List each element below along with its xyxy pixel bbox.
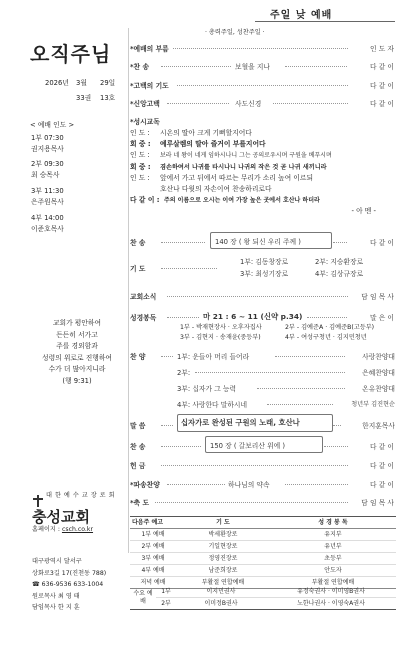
dotted-leader [173,48,348,49]
table-header: 기 도 [216,519,230,526]
dotted-leader [167,103,229,104]
verse-line: (행 9:31) [62,376,92,385]
dotted-leader [161,66,231,67]
dotted-leader [195,372,345,373]
table-row [130,565,396,577]
scripture-reference: 마 21 : 6 ~ 11 (신약 p.34) [203,312,303,321]
service-3-time: 11:30 [44,187,64,195]
dotted-leader [161,356,173,357]
service-4-label: 4부 [31,214,42,222]
senior-pastor: 담임목사 한 지 훈 [32,604,80,611]
dotted-leader [273,103,348,104]
date-day: 29일 [100,79,116,87]
address-line: 대구광역시 달서구 [32,558,82,565]
right-column [125,0,400,650]
creed-title: 사도신경 [235,100,262,108]
verse-line: 든든히 서가고 [56,330,98,339]
homepage-label: 홈페이지 : [32,526,60,533]
resp-amen: - 아 멘 - [351,207,376,216]
table-row [130,598,396,610]
hymn-1-label: *찬 송 [130,63,150,71]
dotted-leader [285,484,348,485]
choir-2-song: 2부: [177,369,191,377]
table-cell: 남준희장로 [208,567,238,574]
dotted-leader [167,317,199,318]
service-2-leader: 최 승목사 [31,171,60,179]
benediction-label: *축 도 [130,499,150,507]
table-cell: 2부 [161,600,171,607]
resp-who: 다 같 이 : [130,196,160,205]
table-cell: 1부 [161,588,171,595]
announcements-label: 교회소식 [130,293,157,301]
service-2-label: 2부 [31,160,42,168]
choir-4-name: 청년부 김진현순 [351,401,395,408]
table-cell: 초등부 [324,555,342,562]
dotted-leader [333,242,347,243]
service-title: 주일 낮 예배 [270,10,333,21]
service-subtitle: · 총력주일, 성찬주일 · [205,29,265,36]
table-cell: 노한나권사 · 이영숙A권사 [297,600,365,607]
choir-1-song: 1부: 운들아 머리 들어라 [177,353,250,361]
scripture-reader-4: 4부 - 여성구청년 · 김지민청년 [285,334,367,341]
resp-who: 인 도 : [130,151,150,160]
table-cell: 이미정B권사 [204,600,238,607]
sending-song-leader: 다 같 이 [369,481,394,489]
resp-text: 겸손하여서 나귀를 타시나니 나귀의 작은 것 곧 나귀 새끼니라 [160,163,327,171]
verse-line: 성령의 위로로 진행하여 [42,353,112,362]
main-title: 오직주님 [30,42,112,66]
table-cell: 부활절 연합예배 [311,579,355,586]
table-row [130,553,396,565]
dotted-leader [155,502,348,503]
dotted-leader [161,465,348,466]
scripture-leader: 말 은 이 [369,314,394,322]
scripture-reader-2: 2부 - 김예준A · 김예준B(고등부) [285,324,375,331]
prayer-4: 4부: 김상규장로 [315,270,364,278]
table-cell: 유정숙권사 · 이미영B권사 [297,588,365,595]
church-name: 충성교회 [32,508,90,526]
service-2-time: 09:30 [44,160,64,168]
choir-label: 찬 양 [130,353,146,361]
scripture-reader-3: 3부 - 김현지 · 송재윤(중등부) [180,334,261,341]
worship-leaders-heading: < 예배 인도 > [30,121,75,129]
creed-leader: 다 같 이 [369,100,394,108]
dotted-leader [167,296,348,297]
dotted-leader [257,388,345,389]
table-header: 다음주 예고 [132,519,164,526]
scripture-reader-1: 1부 - 박재현장사 · 오후자집사 [180,324,262,331]
vol-label: 33권 [76,94,92,102]
homepage-link[interactable]: csch.co.kr [61,526,94,533]
responsive-reading [130,128,398,218]
sermon-title: 십자가로 완성된 구원의 노래, 호산나 [181,418,300,427]
dotted-leader [307,317,347,318]
denomination: 대 한 예 수 교 장 로 회 [46,492,116,499]
wednesday-table [130,586,396,610]
date-month: 3월 [76,79,87,87]
dotted-leader [161,446,201,447]
table-cell: 저녁 예배 [140,579,166,586]
church-logo-icon [32,492,44,504]
table-cell: 4부 예배 [141,567,165,574]
service-3-leader: 은주원목사 [31,198,64,206]
offering-leader: 다 같 이 [369,462,394,470]
choir-1-name: 사랑찬양대 [362,353,395,361]
resp-text: 예루살렘의 딸아 즐거이 부를지어다 [160,140,266,149]
choir-3-name: 온유찬양대 [362,385,395,393]
wednesday-label: 수요 예배 [133,589,153,605]
call-to-worship-label: *예배의 부름 [130,45,169,53]
table-cell: 유지부 [324,531,342,538]
phone-line: ☎ 636-9536 633-1004 [32,581,104,588]
hymn-1-leader: 다 같 이 [369,63,394,71]
verse-line: 주를 경외함과 [56,342,98,350]
sermon-label: 말 씀 [130,422,146,430]
resp-text: 앞에서 가고 뒤에서 따르는 무리가 소리 높여 이르되 [160,173,314,182]
service-4-leader: 이준호목사 [31,225,64,233]
table-header: 성 경 봉 독 [318,519,348,526]
hymn-2-title: 140 장 ( 왕 되신 우리 주께 ) [215,238,301,246]
benediction-leader: 담 임 목 사 [361,499,394,507]
resp-who: 인 도 : [130,173,150,182]
dotted-leader [275,356,345,357]
resp-text: 주의 이름으로 오시는 이여 가장 높은 곳에서 호산나 하더라 [164,197,320,205]
table-row [130,541,396,553]
bible-verse [22,318,132,387]
prayer-2: 2부: 지승환장로 [315,258,364,266]
table-cell: 2부 예배 [141,543,165,550]
table-cell: 박세환장로 [208,531,238,538]
dotted-leader [333,425,341,426]
table-cell: 유년부 [324,543,342,550]
title-underline [255,21,395,22]
dotted-leader [285,66,347,67]
announcements-leader: 담 임 목 사 [361,293,394,301]
call-to-worship-leader: 인 도 자 [369,45,394,53]
resp-text: 호산나 다윗의 자손이여 찬송하리로다 [160,185,272,194]
table-cell: 1부 예배 [141,531,165,538]
hymn-3-label: 찬 송 [130,443,146,451]
table-cell: 안도자 [324,567,342,574]
resp-who: 회 중 : [130,162,151,171]
dotted-leader [161,242,205,243]
responsive-reading-label: *성시교독 [130,118,160,126]
sending-song-title: 하나님의 약속 [228,481,270,489]
address-line: 상화로3길 17(진천동 788) [32,569,107,577]
service-1-time: 07:30 [44,134,64,142]
hymn-3-title: 150 장 ( 갈보리산 위에 ) [210,442,286,450]
table-row [130,529,396,541]
resp-text: 시온의 딸아 크게 기뻐할지어다 [160,129,252,137]
prayer-label: 기 도 [130,265,146,273]
sending-song-label: *파송찬양 [130,481,160,489]
verse-line: 수가 더 많아지니라 [48,365,106,373]
next-week-table [130,516,396,589]
hymn-3-leader: 다 같 이 [369,443,394,451]
service-3-label: 3부 [31,187,42,195]
choir-2-name: 은혜찬양대 [362,369,395,377]
offering-label: 헌 금 [130,462,146,470]
choir-3-song: 3부: 십자가 그 능력 [177,385,237,393]
resp-who: 회 중 : [130,140,151,149]
dotted-leader [177,85,348,86]
choir-4-song: 4부: 사랑한다 말하시네 [177,401,248,409]
table-cell: 이지민권사 [206,588,236,595]
confession-label: *고백의 기도 [130,82,169,90]
dotted-leader [267,404,333,405]
creed-label: *신앙고백 [130,100,160,108]
service-1-leader: 권지용목사 [31,145,64,153]
dotted-leader [324,446,348,447]
elder-pastor: 원로목사 최 영 태 [32,592,80,600]
hymn-2-label: 찬 송 [130,239,146,247]
hymn-2-leader: 다 같 이 [369,239,394,247]
table-row [130,586,396,598]
table-cell: 기일현장로 [208,543,238,550]
table-cell: 3부 예배 [141,555,165,562]
confession-leader: 다 같 이 [369,82,394,90]
resp-text: 보라 네 왕이 네게 임하시나니 그는 공의로우시며 구원을 베푸시며 [160,152,332,160]
dotted-leader [161,268,217,269]
service-4-time: 14:00 [44,214,64,222]
scripture-label: 성경봉독 [130,314,157,322]
resp-who: 인 도 : [130,129,150,137]
issue-label: 13호 [100,94,116,102]
prayer-1: 1부: 김동창장로 [240,258,289,266]
service-1-label: 1부 [31,134,42,142]
dotted-leader [167,484,225,485]
preacher-name: 한지훈목사 [362,422,395,430]
table-cell: 정영진장로 [208,555,238,562]
left-column [0,0,125,650]
date-year: 2026년 [45,79,69,87]
hymn-1-title: 보혈을 지나 [235,63,270,71]
table-cell: 부활절 연합예배 [201,579,245,586]
dotted-leader [161,425,173,426]
prayer-3: 3부: 최성기장로 [240,270,289,278]
church-address [32,556,106,614]
verse-line: 교회가 평안하여 [52,319,102,327]
